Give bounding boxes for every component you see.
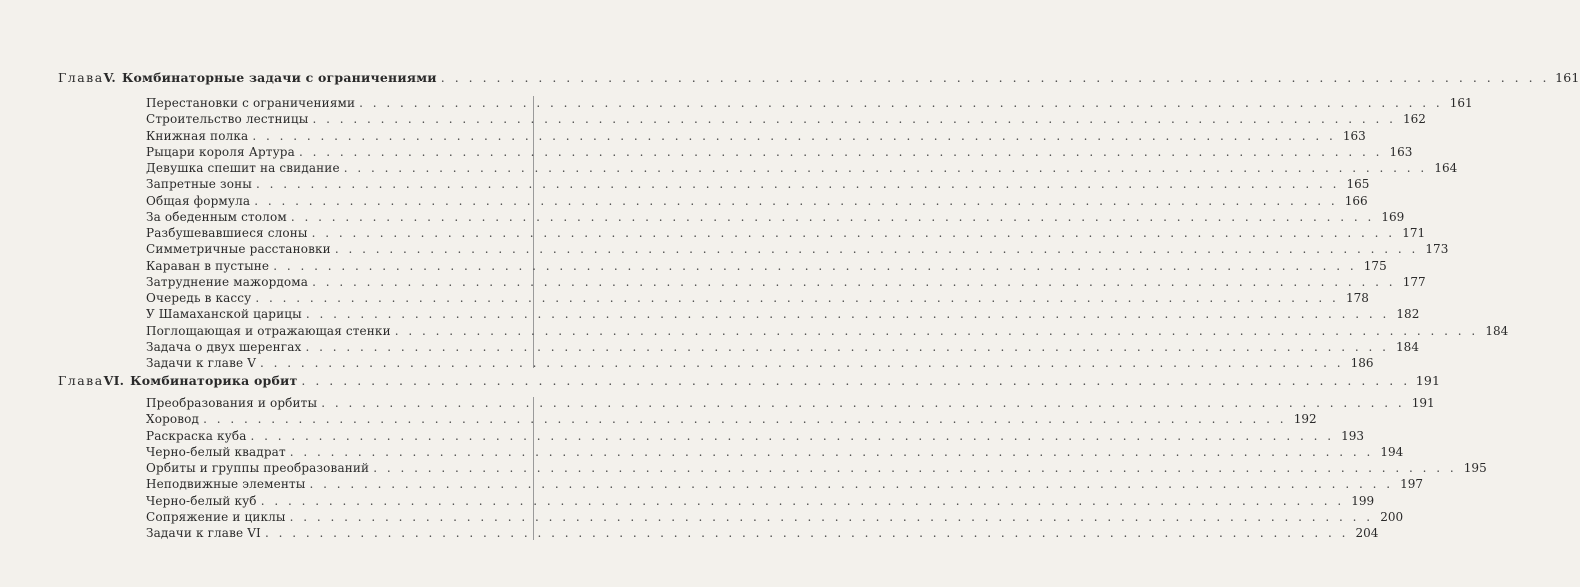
dot-leader: . . . . . . . . . . . . . . . . . . . . . . . . . . . . . . . . . . . . . . . . . . . . . . . . . . . . . . . . . . . . . . . . . . . . . . . . . . . . . . . . — [394, 323, 1479, 338]
dot-leader: . . . . . . . . . . . . . . . . . . . . . . . . . . . . . . . . . . . . . . . . . . . . . . . . . . . . . . . . . . . . . . . . . . . . . . . . . . . . . . . . — [312, 112, 1396, 127]
dot-leader: . . . . . . . . . . . . . . . . . . . . . . . . . . . . . . . . . . . . . . . . . . . . . . . . . . . . . . . . . . . . . . . . . . . . . . . . . . . . . . . . — [334, 242, 1419, 257]
toc-entry — [146, 226, 1426, 242]
dot-leader: . . . . . . . . . . . . . . . . . . . . . . . . . . . . . . . . . . . . . . . . . . . . . . . . . . . . . . . . . . . . . . . . . . . . . . . . . . . . . . . . — [343, 161, 1428, 175]
toc-entry — [146, 339, 1419, 356]
dot-leader: . . . . . . . . . . . . . . . . . . . . . . . . . . . . . . . . . . . . . . . . . . . . . . . . . . . . . . . . . . . . . . . . . . . . . . . . . . . . . . . . — [309, 477, 1394, 492]
entry-title: Книжная полка — [146, 128, 249, 143]
toc-entry — [146, 444, 1404, 461]
entry-page: 197 — [1400, 477, 1424, 492]
dot-leader: . . . . . . . . . . . . . . . . . . . . . . . . . . . . . . . . . . . . . . . . . . . . . . . . . . . . . . . . . . . . . . . . . . . . . . . . . . . . . . . . — [273, 258, 1357, 273]
entry-page: 171 — [1402, 226, 1426, 240]
entry-title: Задача о двух шеренгах — [146, 339, 302, 354]
entry-page: 192 — [1293, 412, 1317, 427]
entry-page: 200 — [1380, 509, 1404, 524]
toc-entry — [146, 323, 1509, 340]
toc-entry — [146, 307, 1420, 323]
entry-title: Девушка спешит на свидание — [146, 161, 340, 175]
dot-leader: . . . . . . . . . . . . . . . . . . . . . . . . . . . . . . . . . . . . . . . . . . . . . . . . . . . . . . . . . . . . . . . . . . . . . . . . . . . . . . . . — [290, 209, 1375, 224]
entry-page: 193 — [1341, 428, 1365, 443]
entry-title: Черно-белый куб — [146, 493, 257, 508]
entry-title: Орбиты и группы преобразований — [146, 461, 370, 475]
entry-title: Строительство лестницы — [146, 112, 309, 127]
toc-entry — [146, 396, 1435, 412]
entry-page: 162 — [1403, 112, 1426, 127]
toc-entry — [146, 477, 1424, 493]
entry-page: 191 — [1411, 396, 1435, 410]
dot-leader: . . . . . . . . . . . . . . . . . . . . . . . . . . . . . . . . . . . . . . . . . . . . . . . . . . . . . . . . . . . . . . . . . . . . . . . . . . . . . . . . — [301, 373, 1411, 388]
dot-leader: . . . . . . . . . . . . . . . . . . . . . . . . . . . . . . . . . . . . . . . . . . . . . . . . . . . . . . . . . . . . . . . . . . . . . . . . . . . . . . . . — [255, 291, 1339, 305]
toc-entry — [146, 112, 1426, 128]
entry-title: Очередь в кассу — [146, 291, 252, 305]
chapter-number: VI. — [103, 373, 125, 388]
entry-page: 186 — [1350, 356, 1374, 370]
dot-leader: . . . . . . . . . . . . . . . . . . . . . . . . . . . . . . . . . . . . . . . . . . . . . . . . . . . . . . . . . . . . . . . . . . . . . . . . . . . . . . . . — [373, 461, 1457, 475]
chapter-heading-v — [58, 70, 1580, 88]
entry-title: Черно-белый квадрат — [146, 444, 286, 459]
dot-leader: . . . . . . . . . . . . . . . . . . . . . . . . . . . . . . . . . . . . . . . . . . . . . . . . . . . . . . . . . . . . . . . . . . . . . . . . . . . . . . . . — [203, 412, 1287, 427]
dot-leader: . . . . . . . . . . . . . . . . . . . . . . . . . . . . . . . . . . . . . . . . . . . . . . . . . . . . . . . . . . . . . . . . . . . . . . . . . . . . . . . . — [264, 526, 1349, 540]
entry-title: Симметричные расстановки — [146, 242, 331, 257]
toc-entry — [146, 356, 1374, 372]
toc-entry — [146, 177, 1370, 193]
entry-page: 163 — [1389, 144, 1413, 159]
toc-entry — [146, 209, 1405, 226]
entry-title: Преобразования и орбиты — [146, 396, 318, 410]
dot-leader: . . . . . . . . . . . . . . . . . . . . . . . . . . . . . . . . . . . . . . . . . . . . . . . . . . . . . . . . . . . . . . . . . . . . . . . . . . . . . . . . — [254, 193, 1338, 208]
chapter-title: Комбинаторика орбит — [130, 373, 298, 388]
dot-leader: . . . . . . . . . . . . . . . . . . . . . . . . . . . . . . . . . . . . . . . . . . . . . . . . . . . . . . . . . . . . . . . . . . . . . . . . . . . . . . . . — [289, 444, 1374, 459]
toc-entry — [146, 128, 1366, 145]
dot-leader: . . . . . . . . . . . . . . . . . . . . . . . . . . . . . . . . . . . . . . . . . . . . . . . . . . . . . . . . . . . . . . . . . . . . . . . . . . . . . . . . — [252, 128, 1336, 143]
toc-entry — [146, 242, 1449, 258]
entry-title: Хоровод — [146, 412, 200, 427]
chapter-heading-vi — [58, 373, 1441, 391]
entry-title: Неподвижные элементы — [146, 477, 306, 492]
entry-title: За обеденным столом — [146, 209, 287, 224]
toc-entry — [146, 144, 1413, 161]
toc-entry — [146, 291, 1369, 307]
toc-entry — [146, 274, 1426, 291]
chapter-label: Глава — [58, 373, 104, 388]
entry-title: Затруднение мажордома — [146, 274, 309, 289]
entry-title: Общая формула — [146, 193, 251, 208]
entry-page: 161 — [1449, 96, 1473, 110]
entry-page: 194 — [1380, 444, 1404, 459]
chapter-page: 161 — [1555, 70, 1580, 85]
toc-entry — [146, 412, 1317, 428]
chapter-vi-entries — [146, 396, 1487, 542]
entry-page: 195 — [1463, 461, 1487, 475]
dot-leader: . . . . . . . . . . . . . . . . . . . . . . . . . . . . . . . . . . . . . . . . . . . . . . . . . . . . . . . . . . . . . . . . . . . . . . . . . . . . . . . . — [321, 396, 1405, 410]
entry-title: Рыцари короля Артура — [146, 144, 295, 159]
toc-entry — [146, 258, 1387, 275]
dot-leader: . . . . . . . . . . . . . . . . . . . . . . . . . . . . . . . . . . . . . . . . . . . . . . . . . . . . . . . . . . . . . . . . . . . . . . . . . . . . . . . . — [305, 307, 1390, 322]
entry-page: 204 — [1355, 526, 1379, 540]
toc-entry — [146, 161, 1458, 177]
entry-page: 177 — [1402, 274, 1426, 289]
entry-page: 175 — [1363, 258, 1387, 273]
entry-title: У Шамаханской царицы — [146, 307, 302, 322]
chapter-page: 191 — [1415, 373, 1441, 388]
entry-page: 184 — [1485, 323, 1509, 338]
toc-entry — [146, 461, 1487, 477]
entry-title: Караван в пустыне — [146, 258, 270, 273]
dot-leader: . . . . . . . . . . . . . . . . . . . . . . . . . . . . . . . . . . . . . . . . . . . . . . . . . . . . . . . . . . . . . . . . . . . . . . . . . . . . . . . . — [298, 144, 1383, 159]
entry-title: Задачи к главе V — [146, 356, 257, 370]
toc-entry — [146, 96, 1473, 112]
dot-leader: . . . . . . . . . . . . . . . . . . . . . . . . . . . . . . . . . . . . . . . . . . . . . . . . . . . . . . . . . . . . . . . . . . . . . . . . . . . . . . . . — [440, 70, 1550, 85]
toc-entry — [146, 428, 1365, 445]
toc-entry — [146, 193, 1368, 210]
chapter-label: Глава — [58, 70, 104, 85]
chapter-number: V. — [103, 70, 116, 85]
entry-title: Сопряжение и циклы — [146, 509, 286, 524]
entry-title: Поглощающая и отражающая стенки — [146, 323, 391, 338]
toc-entry — [146, 526, 1379, 542]
dot-leader: . . . . . . . . . . . . . . . . . . . . . . . . . . . . . . . . . . . . . . . . . . . . . . . . . . . . . . . . . . . . . . . . . . . . . . . . . . . . . . . . — [305, 339, 1389, 354]
dot-leader: . . . . . . . . . . . . . . . . . . . . . . . . . . . . . . . . . . . . . . . . . . . . . . . . . . . . . . . . . . . . . . . . . . . . . . . . . . . . . . . . — [255, 177, 1340, 192]
entry-page: 164 — [1434, 161, 1458, 175]
chapter-title: Комбинаторные задачи с ограничениями — [121, 70, 437, 85]
entry-page: 173 — [1425, 242, 1449, 257]
dot-leader: . . . . . . . . . . . . . . . . . . . . . . . . . . . . . . . . . . . . . . . . . . . . . . . . . . . . . . . . . . . . . . . . . . . . . . . . . . . . . . . . — [311, 226, 1396, 240]
entry-page: 163 — [1342, 128, 1366, 143]
chapter-v-entries — [146, 96, 1509, 372]
dot-leader: . . . . . . . . . . . . . . . . . . . . . . . . . . . . . . . . . . . . . . . . . . . . . . . . . . . . . . . . . . . . . . . . . . . . . . . . . . . . . . . . — [289, 509, 1374, 524]
dot-leader: . . . . . . . . . . . . . . . . . . . . . . . . . . . . . . . . . . . . . . . . . . . . . . . . . . . . . . . . . . . . . . . . . . . . . . . . . . . . . . . . — [359, 96, 1443, 110]
dot-leader: . . . . . . . . . . . . . . . . . . . . . . . . . . . . . . . . . . . . . . . . . . . . . . . . . . . . . . . . . . . . . . . . . . . . . . . . . . . . . . . . — [250, 428, 1335, 443]
entry-page: 165 — [1346, 177, 1370, 192]
dot-leader: . . . . . . . . . . . . . . . . . . . . . . . . . . . . . . . . . . . . . . . . . . . . . . . . . . . . . . . . . . . . . . . . . . . . . . . . . . . . . . . . — [260, 356, 1344, 370]
entry-title: Разбушевавшиеся слоны — [146, 226, 308, 240]
entry-page: 184 — [1396, 339, 1419, 354]
entry-page: 178 — [1345, 291, 1369, 305]
dot-leader: . . . . . . . . . . . . . . . . . . . . . . . . . . . . . . . . . . . . . . . . . . . . . . . . . . . . . . . . . . . . . . . . . . . . . . . . . . . . . . . . — [312, 274, 1396, 289]
entry-title: Раскраска куба — [146, 428, 247, 443]
entry-title: Запретные зоны — [146, 177, 252, 192]
toc-entry — [146, 493, 1375, 510]
entry-page: 169 — [1381, 209, 1405, 224]
entry-title: Задачи к главе VI — [146, 526, 261, 540]
entry-page: 199 — [1351, 493, 1375, 508]
entry-page: 182 — [1396, 307, 1420, 322]
entry-title: Перестановки с ограничениями — [146, 96, 356, 110]
dot-leader: . . . . . . . . . . . . . . . . . . . . . . . . . . . . . . . . . . . . . . . . . . . . . . . . . . . . . . . . . . . . . . . . . . . . . . . . . . . . . . . . — [260, 493, 1345, 508]
entry-page: 166 — [1344, 193, 1368, 208]
toc-entry — [146, 509, 1404, 526]
